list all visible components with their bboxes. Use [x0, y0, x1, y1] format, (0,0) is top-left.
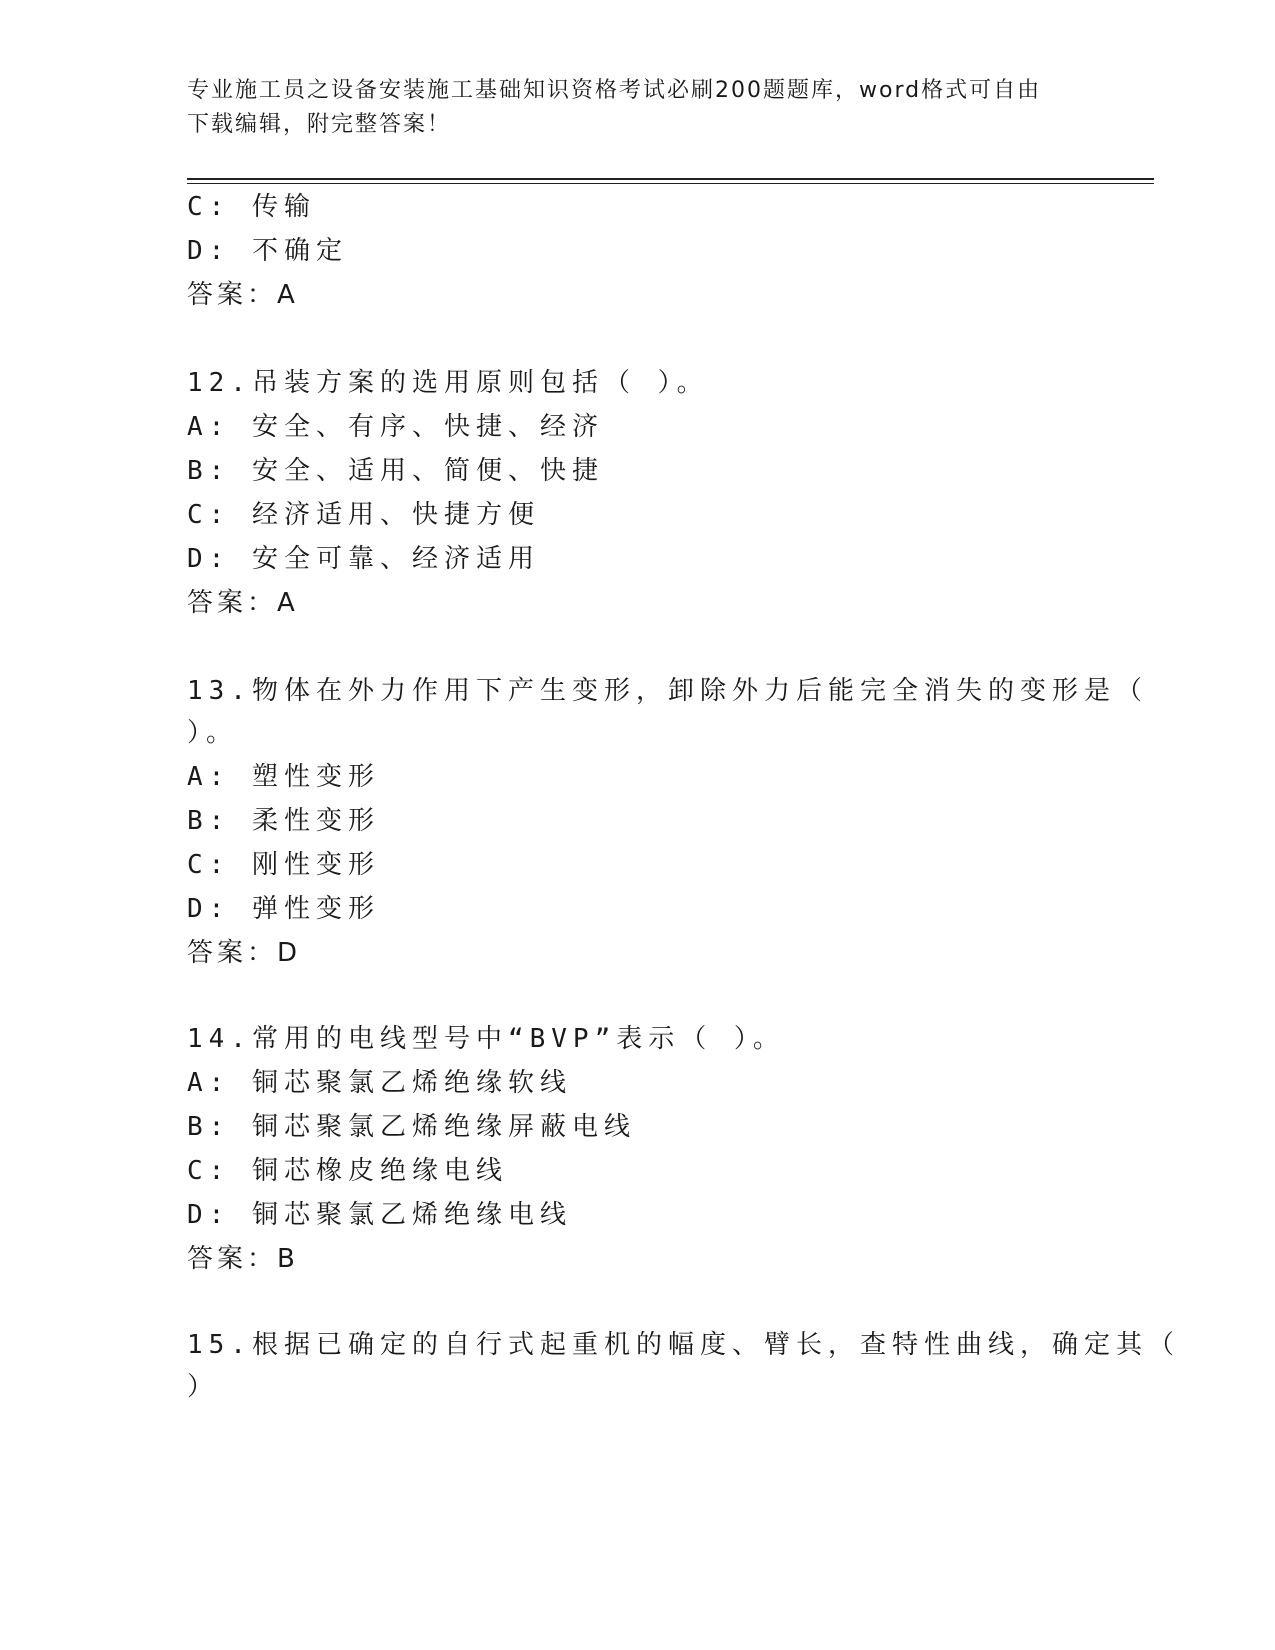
q15-question-line-2: ）	[187, 1372, 220, 1402]
q12-option-c: C: 经济适用、快捷方便	[187, 500, 540, 530]
header-line-1: 专业施工员之设备安装施工基础知识资格考试必刷200题题库，word格式可自由	[187, 78, 1042, 103]
q12-option-a: A: 安全、有序、快捷、经济	[187, 412, 604, 442]
header-divider-thin	[187, 183, 1154, 184]
q13-option-c: C: 刚性变形	[187, 850, 380, 880]
q12-answer: 答案：A	[187, 588, 299, 618]
q14-answer: 答案：B	[187, 1244, 299, 1274]
q12-option-b: B: 安全、适用、简便、快捷	[187, 456, 604, 486]
document-header	[187, 74, 1067, 142]
q14-question: 14.常用的电线型号中“BVP”表示（ ）。	[187, 1024, 785, 1054]
q13-question-line-1: 13.物体在外力作用下产生变形，卸除外力后能完全消失的变形是（	[187, 676, 1148, 706]
q15-question-line-1: 15.根据已确定的自行式起重机的幅度、臂长，查特性曲线，确定其（	[187, 1330, 1180, 1360]
q14-option-a: A: 铜芯聚氯乙烯绝缘软线	[187, 1068, 572, 1098]
q13-option-b: B: 柔性变形	[187, 806, 380, 836]
prev-option-c: C: 传输	[187, 192, 316, 222]
q13-option-a: A: 塑性变形	[187, 762, 380, 792]
q12-question: 12.吊装方案的选用原则包括（ ）。	[187, 368, 709, 398]
q13-option-d: D: 弹性变形	[187, 894, 380, 924]
q13-answer: 答案：D	[187, 938, 302, 968]
header-line-2: 下载编辑，附完整答案！	[187, 112, 452, 137]
q14-option-c: C: 铜芯橡皮绝缘电线	[187, 1156, 508, 1186]
prev-answer: 答案：A	[187, 280, 299, 310]
q12-option-d: D: 安全可靠、经济适用	[187, 544, 540, 574]
q13-question-line-2: ）。	[187, 718, 239, 748]
q14-option-b: B: 铜芯聚氯乙烯绝缘屏蔽电线	[187, 1112, 636, 1142]
q14-option-d: D: 铜芯聚氯乙烯绝缘电线	[187, 1200, 572, 1230]
header-divider-thick	[187, 178, 1154, 180]
prev-option-d: D: 不确定	[187, 236, 348, 266]
